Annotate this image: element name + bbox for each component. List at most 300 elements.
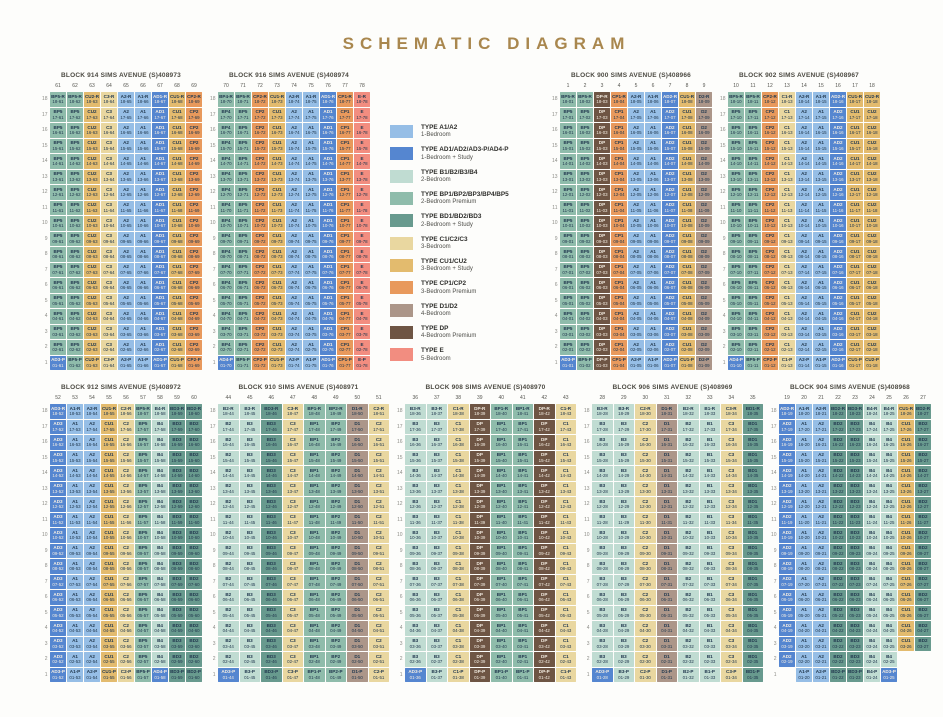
unit-cell[interactable] [118, 544, 134, 559]
unit-cell[interactable] [556, 420, 577, 435]
unit-cell[interactable] [152, 108, 168, 123]
unit-cell[interactable] [354, 294, 370, 309]
unit-cell[interactable] [101, 309, 117, 324]
unit-cell[interactable] [721, 637, 742, 652]
unit-cell[interactable] [679, 201, 695, 216]
unit-cell[interactable] [186, 309, 202, 324]
unit-cell[interactable] [269, 263, 285, 278]
unit-cell[interactable] [745, 325, 761, 340]
unit-cell[interactable] [118, 621, 134, 636]
unit-cell[interactable] [592, 528, 613, 543]
unit-cell[interactable] [614, 575, 635, 590]
unit-cell[interactable] [369, 544, 390, 559]
unit-cell[interactable] [594, 232, 610, 247]
unit-cell[interactable] [864, 435, 880, 450]
unit-cell[interactable] [283, 606, 304, 621]
unit-cell[interactable] [50, 247, 66, 262]
unit-cell[interactable] [762, 154, 778, 169]
unit-cell[interactable] [470, 668, 491, 683]
unit-cell[interactable] [679, 139, 695, 154]
unit-cell[interactable] [84, 201, 100, 216]
unit-cell[interactable] [743, 513, 764, 528]
unit-cell[interactable] [84, 451, 100, 466]
unit-cell[interactable] [779, 263, 795, 278]
unit-cell[interactable] [101, 668, 117, 683]
unit-cell[interactable] [657, 544, 678, 559]
unit-cell[interactable] [337, 309, 353, 324]
unit-cell[interactable] [405, 668, 426, 683]
unit-cell[interactable] [577, 247, 593, 262]
unit-cell[interactable] [594, 92, 610, 107]
unit-cell[interactable] [303, 154, 319, 169]
unit-cell[interactable] [556, 544, 577, 559]
unit-cell[interactable] [67, 606, 83, 621]
unit-cell[interactable] [700, 544, 721, 559]
unit-cell[interactable] [915, 466, 931, 481]
unit-cell[interactable] [304, 513, 325, 528]
unit-cell[interactable] [235, 201, 251, 216]
unit-cell[interactable] [898, 637, 914, 652]
unit-cell[interactable] [337, 340, 353, 355]
unit-cell[interactable] [813, 123, 829, 138]
unit-cell[interactable] [84, 435, 100, 450]
unit-cell[interactable] [721, 590, 742, 605]
unit-cell[interactable] [762, 340, 778, 355]
unit-cell[interactable] [830, 340, 846, 355]
unit-cell[interactable] [152, 247, 168, 262]
unit-cell[interactable] [813, 420, 829, 435]
unit-cell[interactable] [67, 325, 83, 340]
unit-cell[interactable] [779, 606, 795, 621]
unit-cell[interactable] [779, 154, 795, 169]
unit-cell[interactable] [513, 528, 534, 543]
unit-cell[interactable] [186, 606, 202, 621]
unit-cell[interactable] [614, 544, 635, 559]
unit-cell[interactable] [186, 513, 202, 528]
unit-cell[interactable] [50, 420, 66, 435]
unit-cell[interactable] [779, 278, 795, 293]
unit-cell[interactable] [235, 154, 251, 169]
unit-cell[interactable] [611, 340, 627, 355]
unit-cell[interactable] [347, 513, 368, 528]
unit-cell[interactable] [679, 185, 695, 200]
unit-cell[interactable] [67, 340, 83, 355]
unit-cell[interactable] [118, 325, 134, 340]
unit-cell[interactable] [326, 451, 347, 466]
unit-cell[interactable] [427, 559, 448, 574]
unit-cell[interactable] [592, 606, 613, 621]
unit-cell[interactable] [337, 108, 353, 123]
unit-cell[interactable] [470, 590, 491, 605]
unit-cell[interactable] [240, 606, 261, 621]
unit-cell[interactable] [135, 559, 151, 574]
unit-cell[interactable] [135, 309, 151, 324]
unit-cell[interactable] [169, 340, 185, 355]
unit-cell[interactable] [186, 559, 202, 574]
unit-cell[interactable] [864, 590, 880, 605]
unit-cell[interactable] [662, 92, 678, 107]
unit-cell[interactable] [354, 247, 370, 262]
unit-cell[interactable] [847, 590, 863, 605]
unit-cell[interactable] [470, 497, 491, 512]
unit-cell[interactable] [67, 247, 83, 262]
unit-cell[interactable] [169, 466, 185, 481]
unit-cell[interactable] [864, 325, 880, 340]
unit-cell[interactable] [283, 575, 304, 590]
unit-cell[interactable] [84, 652, 100, 667]
unit-cell[interactable] [556, 575, 577, 590]
unit-cell[interactable] [84, 309, 100, 324]
unit-cell[interactable] [513, 637, 534, 652]
unit-cell[interactable] [743, 544, 764, 559]
unit-cell[interactable] [186, 621, 202, 636]
unit-cell[interactable] [779, 404, 795, 419]
unit-cell[interactable] [560, 294, 576, 309]
unit-cell[interactable] [847, 325, 863, 340]
unit-cell[interactable] [696, 263, 712, 278]
unit-cell[interactable] [662, 232, 678, 247]
unit-cell[interactable] [696, 247, 712, 262]
unit-cell[interactable] [354, 92, 370, 107]
unit-cell[interactable] [611, 216, 627, 231]
unit-cell[interactable] [513, 420, 534, 435]
unit-cell[interactable] [728, 154, 744, 169]
unit-cell[interactable] [628, 201, 644, 216]
unit-cell[interactable] [101, 482, 117, 497]
unit-cell[interactable] [50, 216, 66, 231]
unit-cell[interactable] [813, 544, 829, 559]
unit-cell[interactable] [50, 154, 66, 169]
unit-cell[interactable] [337, 232, 353, 247]
unit-cell[interactable] [118, 92, 134, 107]
unit-cell[interactable] [534, 559, 555, 574]
unit-cell[interactable] [50, 451, 66, 466]
unit-cell[interactable] [881, 621, 897, 636]
unit-cell[interactable] [240, 668, 261, 683]
unit-cell[interactable] [286, 278, 302, 293]
unit-cell[interactable] [628, 170, 644, 185]
unit-cell[interactable] [152, 123, 168, 138]
unit-cell[interactable] [152, 559, 168, 574]
unit-cell[interactable] [847, 528, 863, 543]
unit-cell[interactable] [369, 668, 390, 683]
unit-cell[interactable] [611, 139, 627, 154]
unit-cell[interactable] [779, 466, 795, 481]
unit-cell[interactable] [628, 216, 644, 231]
unit-cell[interactable] [679, 232, 695, 247]
unit-cell[interactable] [84, 482, 100, 497]
unit-cell[interactable] [915, 637, 931, 652]
unit-cell[interactable] [261, 668, 282, 683]
unit-cell[interactable] [728, 309, 744, 324]
unit-cell[interactable] [50, 497, 66, 512]
unit-cell[interactable] [84, 621, 100, 636]
unit-cell[interactable] [645, 263, 661, 278]
unit-cell[interactable] [513, 559, 534, 574]
unit-cell[interactable] [269, 108, 285, 123]
unit-cell[interactable] [67, 575, 83, 590]
unit-cell[interactable] [830, 404, 846, 419]
unit-cell[interactable] [721, 420, 742, 435]
unit-cell[interactable] [779, 247, 795, 262]
unit-cell[interactable] [252, 247, 268, 262]
unit-cell[interactable] [491, 621, 512, 636]
unit-cell[interactable] [745, 92, 761, 107]
unit-cell[interactable] [303, 325, 319, 340]
unit-cell[interactable] [283, 544, 304, 559]
unit-cell[interactable] [847, 123, 863, 138]
unit-cell[interactable] [101, 652, 117, 667]
unit-cell[interactable] [218, 139, 234, 154]
unit-cell[interactable] [186, 544, 202, 559]
unit-cell[interactable] [678, 575, 699, 590]
unit-cell[interactable] [628, 232, 644, 247]
unit-cell[interactable] [662, 170, 678, 185]
unit-cell[interactable] [84, 590, 100, 605]
unit-cell[interactable] [594, 170, 610, 185]
unit-cell[interactable] [67, 92, 83, 107]
unit-cell[interactable] [847, 637, 863, 652]
unit-cell[interactable] [218, 637, 239, 652]
unit-cell[interactable] [152, 668, 168, 683]
unit-cell[interactable] [847, 451, 863, 466]
unit-cell[interactable] [864, 497, 880, 512]
unit-cell[interactable] [283, 466, 304, 481]
unit-cell[interactable] [326, 637, 347, 652]
unit-cell[interactable] [84, 325, 100, 340]
unit-cell[interactable] [135, 652, 151, 667]
unit-cell[interactable] [152, 325, 168, 340]
unit-cell[interactable] [286, 170, 302, 185]
unit-cell[interactable] [645, 170, 661, 185]
unit-cell[interactable] [830, 92, 846, 107]
unit-cell[interactable] [405, 451, 426, 466]
unit-cell[interactable] [67, 668, 83, 683]
unit-cell[interactable] [337, 356, 353, 371]
unit-cell[interactable] [864, 309, 880, 324]
unit-cell[interactable] [796, 201, 812, 216]
unit-cell[interactable] [657, 668, 678, 683]
unit-cell[interactable] [662, 325, 678, 340]
unit-cell[interactable] [347, 652, 368, 667]
unit-cell[interactable] [864, 247, 880, 262]
unit-cell[interactable] [101, 466, 117, 481]
unit-cell[interactable] [369, 590, 390, 605]
unit-cell[interactable] [721, 513, 742, 528]
unit-cell[interactable] [240, 637, 261, 652]
unit-cell[interactable] [679, 263, 695, 278]
unit-cell[interactable] [628, 325, 644, 340]
unit-cell[interactable] [135, 513, 151, 528]
unit-cell[interactable] [326, 482, 347, 497]
unit-cell[interactable] [745, 185, 761, 200]
unit-cell[interactable] [779, 575, 795, 590]
unit-cell[interactable] [101, 637, 117, 652]
unit-cell[interactable] [662, 108, 678, 123]
unit-cell[interactable] [347, 559, 368, 574]
unit-cell[interactable] [779, 590, 795, 605]
unit-cell[interactable] [118, 340, 134, 355]
unit-cell[interactable] [534, 575, 555, 590]
unit-cell[interactable] [169, 108, 185, 123]
unit-cell[interactable] [118, 154, 134, 169]
unit-cell[interactable] [84, 92, 100, 107]
unit-cell[interactable] [700, 435, 721, 450]
unit-cell[interactable] [169, 652, 185, 667]
unit-cell[interactable] [813, 606, 829, 621]
unit-cell[interactable] [645, 278, 661, 293]
unit-cell[interactable] [186, 201, 202, 216]
unit-cell[interactable] [326, 544, 347, 559]
unit-cell[interactable] [152, 154, 168, 169]
unit-cell[interactable] [743, 590, 764, 605]
unit-cell[interactable] [743, 559, 764, 574]
unit-cell[interactable] [135, 247, 151, 262]
unit-cell[interactable] [405, 559, 426, 574]
unit-cell[interactable] [101, 513, 117, 528]
unit-cell[interactable] [657, 606, 678, 621]
unit-cell[interactable] [67, 420, 83, 435]
unit-cell[interactable] [700, 528, 721, 543]
unit-cell[interactable] [218, 263, 234, 278]
unit-cell[interactable] [67, 154, 83, 169]
unit-cell[interactable] [915, 544, 931, 559]
unit-cell[interactable] [513, 606, 534, 621]
unit-cell[interactable] [813, 668, 829, 683]
unit-cell[interactable] [662, 139, 678, 154]
unit-cell[interactable] [513, 435, 534, 450]
unit-cell[interactable] [50, 325, 66, 340]
unit-cell[interactable] [762, 139, 778, 154]
unit-cell[interactable] [427, 606, 448, 621]
unit-cell[interactable] [696, 185, 712, 200]
unit-cell[interactable] [218, 606, 239, 621]
unit-cell[interactable] [101, 590, 117, 605]
unit-cell[interactable] [847, 108, 863, 123]
unit-cell[interactable] [881, 637, 897, 652]
unit-cell[interactable] [864, 621, 880, 636]
unit-cell[interactable] [369, 528, 390, 543]
unit-cell[interactable] [252, 154, 268, 169]
unit-cell[interactable] [611, 92, 627, 107]
unit-cell[interactable] [283, 559, 304, 574]
unit-cell[interactable] [745, 201, 761, 216]
unit-cell[interactable] [635, 435, 656, 450]
unit-cell[interactable] [762, 278, 778, 293]
unit-cell[interactable] [186, 652, 202, 667]
unit-cell[interactable] [135, 544, 151, 559]
unit-cell[interactable] [796, 606, 812, 621]
unit-cell[interactable] [915, 621, 931, 636]
unit-cell[interactable] [881, 575, 897, 590]
unit-cell[interactable] [218, 294, 234, 309]
unit-cell[interactable] [354, 170, 370, 185]
unit-cell[interactable] [304, 420, 325, 435]
unit-cell[interactable] [235, 216, 251, 231]
unit-cell[interactable] [186, 404, 202, 419]
unit-cell[interactable] [101, 154, 117, 169]
unit-cell[interactable] [762, 309, 778, 324]
unit-cell[interactable] [864, 482, 880, 497]
unit-cell[interactable] [269, 185, 285, 200]
unit-cell[interactable] [813, 108, 829, 123]
unit-cell[interactable] [657, 590, 678, 605]
unit-cell[interactable] [700, 606, 721, 621]
unit-cell[interactable] [169, 309, 185, 324]
unit-cell[interactable] [67, 513, 83, 528]
unit-cell[interactable] [186, 154, 202, 169]
unit-cell[interactable] [728, 340, 744, 355]
unit-cell[interactable] [830, 497, 846, 512]
unit-cell[interactable] [577, 216, 593, 231]
unit-cell[interactable] [304, 451, 325, 466]
unit-cell[interactable] [628, 108, 644, 123]
unit-cell[interactable] [700, 404, 721, 419]
unit-cell[interactable] [427, 652, 448, 667]
unit-cell[interactable] [847, 201, 863, 216]
unit-cell[interactable] [700, 451, 721, 466]
unit-cell[interactable] [320, 123, 336, 138]
unit-cell[interactable] [556, 668, 577, 683]
unit-cell[interactable] [152, 340, 168, 355]
unit-cell[interactable] [304, 404, 325, 419]
unit-cell[interactable] [813, 216, 829, 231]
unit-cell[interactable] [283, 513, 304, 528]
unit-cell[interactable] [152, 575, 168, 590]
unit-cell[interactable] [169, 559, 185, 574]
unit-cell[interactable] [779, 294, 795, 309]
unit-cell[interactable] [881, 420, 897, 435]
unit-cell[interactable] [743, 668, 764, 683]
unit-cell[interactable] [813, 528, 829, 543]
unit-cell[interactable] [405, 513, 426, 528]
unit-cell[interactable] [118, 420, 134, 435]
unit-cell[interactable] [303, 170, 319, 185]
unit-cell[interactable] [813, 170, 829, 185]
unit-cell[interactable] [534, 451, 555, 466]
unit-cell[interactable] [679, 309, 695, 324]
unit-cell[interactable] [915, 420, 931, 435]
unit-cell[interactable] [796, 247, 812, 262]
unit-cell[interactable] [218, 232, 234, 247]
unit-cell[interactable] [118, 497, 134, 512]
unit-cell[interactable] [847, 497, 863, 512]
unit-cell[interactable] [864, 170, 880, 185]
unit-cell[interactable] [347, 621, 368, 636]
unit-cell[interactable] [745, 108, 761, 123]
unit-cell[interactable] [169, 92, 185, 107]
unit-cell[interactable] [448, 606, 469, 621]
unit-cell[interactable] [864, 123, 880, 138]
unit-cell[interactable] [218, 451, 239, 466]
unit-cell[interactable] [728, 170, 744, 185]
unit-cell[interactable] [847, 482, 863, 497]
unit-cell[interactable] [864, 340, 880, 355]
unit-cell[interactable] [594, 216, 610, 231]
unit-cell[interactable] [118, 356, 134, 371]
unit-cell[interactable] [560, 232, 576, 247]
unit-cell[interactable] [577, 123, 593, 138]
unit-cell[interactable] [796, 420, 812, 435]
unit-cell[interactable] [303, 356, 319, 371]
unit-cell[interactable] [611, 154, 627, 169]
unit-cell[interactable] [347, 420, 368, 435]
unit-cell[interactable] [830, 668, 846, 683]
unit-cell[interactable] [881, 451, 897, 466]
unit-cell[interactable] [118, 590, 134, 605]
unit-cell[interactable] [186, 420, 202, 435]
unit-cell[interactable] [864, 668, 880, 683]
